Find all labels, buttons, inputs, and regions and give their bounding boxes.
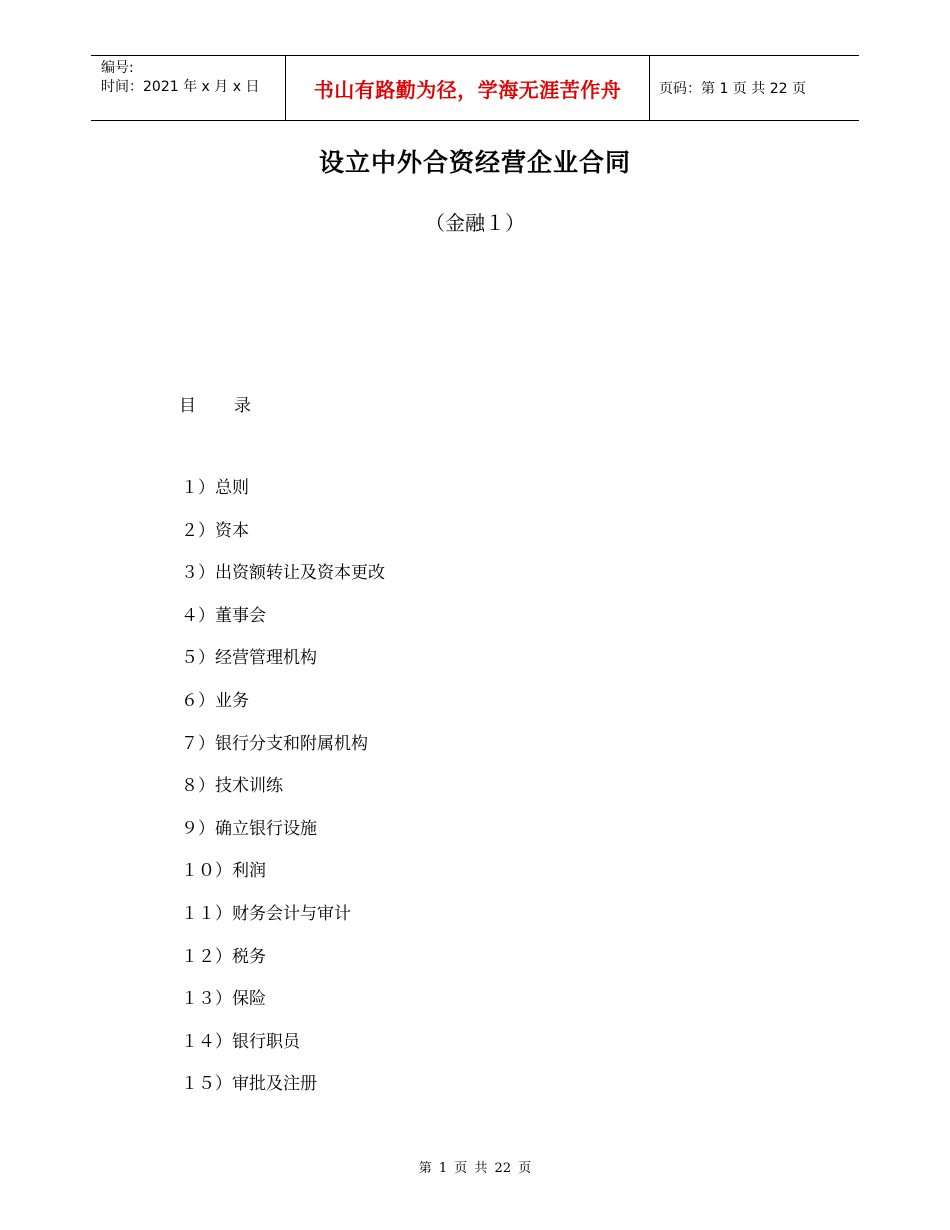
- toc-item: １０）利润: [181, 861, 266, 882]
- toc-item: １３）保险: [181, 989, 266, 1010]
- toc-item: ２）资本: [181, 520, 249, 541]
- toc-item: １２）税务: [181, 946, 266, 967]
- page-footer: 第 1 页 共 22 页: [418, 1161, 532, 1176]
- toc-item: ７）银行分支和附属机构: [181, 733, 368, 754]
- toc-item: １５）审批及注册: [181, 1074, 317, 1095]
- header-page-cell: [650, 56, 859, 120]
- page-info: 页码：第 1 页 共 22 页: [659, 81, 806, 97]
- header-meta-cell: [91, 56, 286, 120]
- number-label: 编号:: [101, 60, 134, 76]
- toc-item: ４）董事会: [181, 605, 266, 626]
- toc-item: ３）出资额转让及资本更改: [181, 563, 385, 584]
- document-title: 设立中外合资经营企业合同: [318, 148, 631, 177]
- toc-item: ５）经营管理机构: [181, 648, 317, 669]
- toc-list: [181, 476, 385, 1115]
- toc-item: ８）技术训练: [181, 776, 283, 797]
- toc-item: １）总则: [181, 478, 249, 498]
- toc-heading-left: 目: [179, 396, 196, 416]
- document-subtitle: （金融１）: [425, 211, 525, 235]
- toc-item: １１）财务会计与审计: [181, 903, 351, 924]
- motto-text: 书山有路勤为径，学海无涯苦作舟: [313, 77, 622, 102]
- header-motto-cell: [286, 56, 650, 120]
- toc-heading-right: 录: [234, 396, 251, 416]
- time-label: 时间：2021 年 x 月 x 日: [101, 79, 260, 95]
- toc-heading: [179, 391, 251, 416]
- document-header: [91, 55, 859, 121]
- toc-item: ９）确立银行设施: [181, 818, 317, 839]
- toc-item: ６）业务: [181, 690, 249, 711]
- toc-item: １４）银行职员: [181, 1031, 300, 1052]
